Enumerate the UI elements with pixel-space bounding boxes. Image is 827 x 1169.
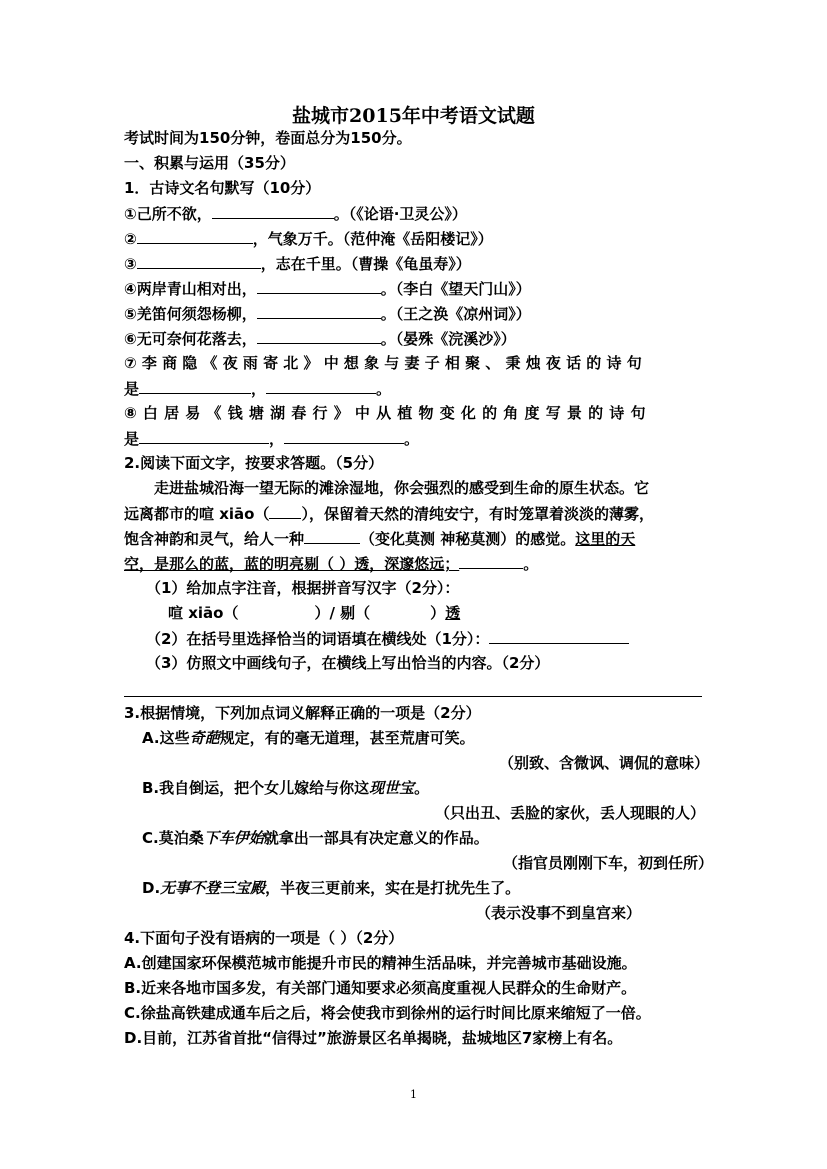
q4-option-c: C.徐盐高铁建成通车后之后，将会使我市到徐州的运行时间比原来缩短了一倍。 xyxy=(124,1004,651,1022)
underlined-sentence: 空，是那么的蓝，蓝的明亮剔（ ）透，深邃悠远； xyxy=(124,555,460,573)
q1-item-text: 。（王之涣《凉州词》） xyxy=(380,305,531,323)
q1-item-text: ④两岸青山相对出， xyxy=(124,280,257,298)
q1-item-text: ② xyxy=(124,230,137,248)
answer-blank[interactable] xyxy=(137,253,261,269)
q1-item-text: ①己所不欲， xyxy=(124,205,212,223)
underlined-sentence: 这里的天 xyxy=(575,530,636,548)
answer-rule[interactable] xyxy=(124,696,702,697)
q2-sub3: （3）仿照文中画线句子，在横线上写出恰当的内容。（2分） xyxy=(146,654,550,672)
dotted-word: 下车伊始 xyxy=(203,829,264,847)
passage-line: 走进盐城沿海一望无际的滩涂湿地，你会强烈的感受到生命的原生状态。它 xyxy=(154,479,650,497)
question-2-heading: 2.阅读下面文字，按要求答题。（5分） xyxy=(124,454,384,472)
option-text: C.莫泊桑 xyxy=(142,829,204,847)
answer-blank[interactable] xyxy=(459,553,523,569)
q1-item-text: 。 xyxy=(404,430,420,448)
passage-text: 饱含神韵和灵气，给人一种 xyxy=(124,530,305,548)
answer-text: ）/ 剔（ xyxy=(314,604,371,622)
q3-option-a-note: （别致、含微讽、调侃的意味） xyxy=(498,754,709,772)
question-4-heading: 4.下面句子没有语病的一项是（ ）（2分） xyxy=(124,929,404,947)
q1-item-8-text: ⑧白居易《钱塘湖春行》中从植物变化的角度写景的诗句 xyxy=(124,404,652,422)
passage-line xyxy=(124,503,654,524)
q1-item-text: ③ xyxy=(124,255,137,273)
header-note: 考试时间为150分钟，卷面总分为150分。 xyxy=(124,129,412,147)
q1-item-text: ，气象万千。（范仲淹《岳阳楼记》） xyxy=(252,230,493,248)
option-text: B.我自倒运，把个女儿嫁给与你这 xyxy=(142,779,370,797)
q2-sub2-line xyxy=(146,628,629,649)
passage-line xyxy=(124,553,538,574)
answer-blank[interactable] xyxy=(139,378,251,394)
q1-item-text: 是 xyxy=(124,380,140,398)
q1-item-8-line1 xyxy=(124,403,702,423)
option-text: A.这些 xyxy=(142,729,190,747)
answer-blank[interactable] xyxy=(257,328,381,344)
q2-sub1: （1）给加点字注音，根据拼音写汉字（2分）： xyxy=(146,579,460,597)
answer-blank[interactable] xyxy=(269,503,301,519)
answer-text: 透 xyxy=(445,604,461,622)
q4-option-d: D.目前，江苏省首批“信得过”旅游景区名单揭晓，盐城地区7家榜上有名。 xyxy=(124,1029,623,1047)
dotted-word: 现世宝 xyxy=(369,779,415,797)
passage-text: 远离都市的喧 xiāo（ xyxy=(124,505,270,523)
q1-item-text: 。（《论语·卫灵公》） xyxy=(333,205,467,223)
q1-item-text: 。（李白《望天门山》） xyxy=(380,280,531,298)
answer-text: 喧 xiāo（ xyxy=(168,604,239,622)
section-heading: 一、积累与运用（35分） xyxy=(124,154,295,172)
answer-blank[interactable] xyxy=(257,303,381,319)
q1-item-7-text: ⑦李商隐《夜雨寄北》中想象与妻子相聚、秉烛夜话的诗句 xyxy=(124,354,647,372)
q1-item-1 xyxy=(124,203,467,224)
q1-item-2 xyxy=(124,228,493,249)
answer-blank[interactable] xyxy=(137,228,253,244)
q1-item-text: ， xyxy=(251,380,267,398)
answer-blank[interactable] xyxy=(489,628,629,644)
passage-line xyxy=(124,528,635,549)
answer-blank[interactable] xyxy=(304,528,360,544)
question-3-heading: 3.根据情境，下列加点词义解释正确的一项是（2分） xyxy=(124,704,481,722)
q4-option-b: B.近来各地市国多发，有关部门通知要求必须高度重视人民群众的生命财产。 xyxy=(124,979,637,997)
q1-item-text: 是 xyxy=(124,430,140,448)
q1-item-7-line1 xyxy=(124,353,702,373)
q1-item-7-line2 xyxy=(124,378,391,399)
option-text: 。 xyxy=(414,779,430,797)
dotted-word: 无事不登三宝殿 xyxy=(160,879,266,897)
q1-item-text: ⑥无可奈何花落去， xyxy=(124,330,257,348)
q3-option-b xyxy=(142,778,429,798)
option-text: ，半夜三更前来，实在是打扰先生了。 xyxy=(265,879,521,897)
q1-item-8-line2 xyxy=(124,428,419,449)
question-1-heading: 1．古诗文名句默写（10分） xyxy=(124,179,321,197)
option-text: 就拿出一部具有决定意义的作品。 xyxy=(263,829,489,847)
q1-item-5 xyxy=(124,303,531,324)
answer-blank[interactable] xyxy=(284,428,404,444)
page-number: 1 xyxy=(410,1088,417,1101)
q1-item-text: 。（晏殊《浣溪沙》） xyxy=(380,330,516,348)
q3-option-c xyxy=(142,828,489,848)
dotted-word: 奇葩 xyxy=(189,729,220,747)
q2-sub2: （2）在括号里选择恰当的词语填在横线处（1分）： xyxy=(146,630,490,648)
q3-option-b-note: （只出丑、丢脸的家伙，丢人现眼的人） xyxy=(434,804,705,822)
passage-text: ），保留着天然的清纯安宁，有时笼罩着淡淡的薄雾， xyxy=(301,505,654,523)
answer-blank[interactable] xyxy=(212,203,334,219)
q3-option-c-note: （指官员刚刚下车，初到任所） xyxy=(502,854,713,872)
passage-text: 。 xyxy=(523,555,539,573)
answer-blank[interactable] xyxy=(139,428,269,444)
q1-item-text: ，志在千里。（曹操《龟虽寿》） xyxy=(260,255,471,273)
answer-blank[interactable] xyxy=(266,378,376,394)
q1-item-6 xyxy=(124,328,516,349)
q2-sub1-answer-line xyxy=(168,603,460,623)
q1-item-4 xyxy=(124,278,531,299)
passage-text: （变化莫测 神秘莫测）的感觉。 xyxy=(360,530,576,548)
q3-option-d-note: （表示没事不到皇宫来） xyxy=(475,904,641,922)
answer-blank[interactable] xyxy=(257,278,381,294)
q1-item-text: ⑤羌笛何须怨杨柳， xyxy=(124,305,257,323)
q1-item-text: 。 xyxy=(376,380,392,398)
q3-option-a xyxy=(142,728,475,748)
q1-item-3 xyxy=(124,253,471,274)
q1-item-text: ， xyxy=(269,430,285,448)
q3-option-d xyxy=(142,878,520,898)
exam-title: 盐城市2015年中考语文试题 xyxy=(292,105,535,127)
option-text: D. xyxy=(142,879,161,897)
option-text: 规定，有的毫无道理，甚至荒唐可笑。 xyxy=(219,729,475,747)
q4-option-a: A.创建国家环保模范城市能提升市民的精神生活品味，并完善城市基础设施。 xyxy=(124,954,637,972)
answer-text: ） xyxy=(430,604,446,622)
